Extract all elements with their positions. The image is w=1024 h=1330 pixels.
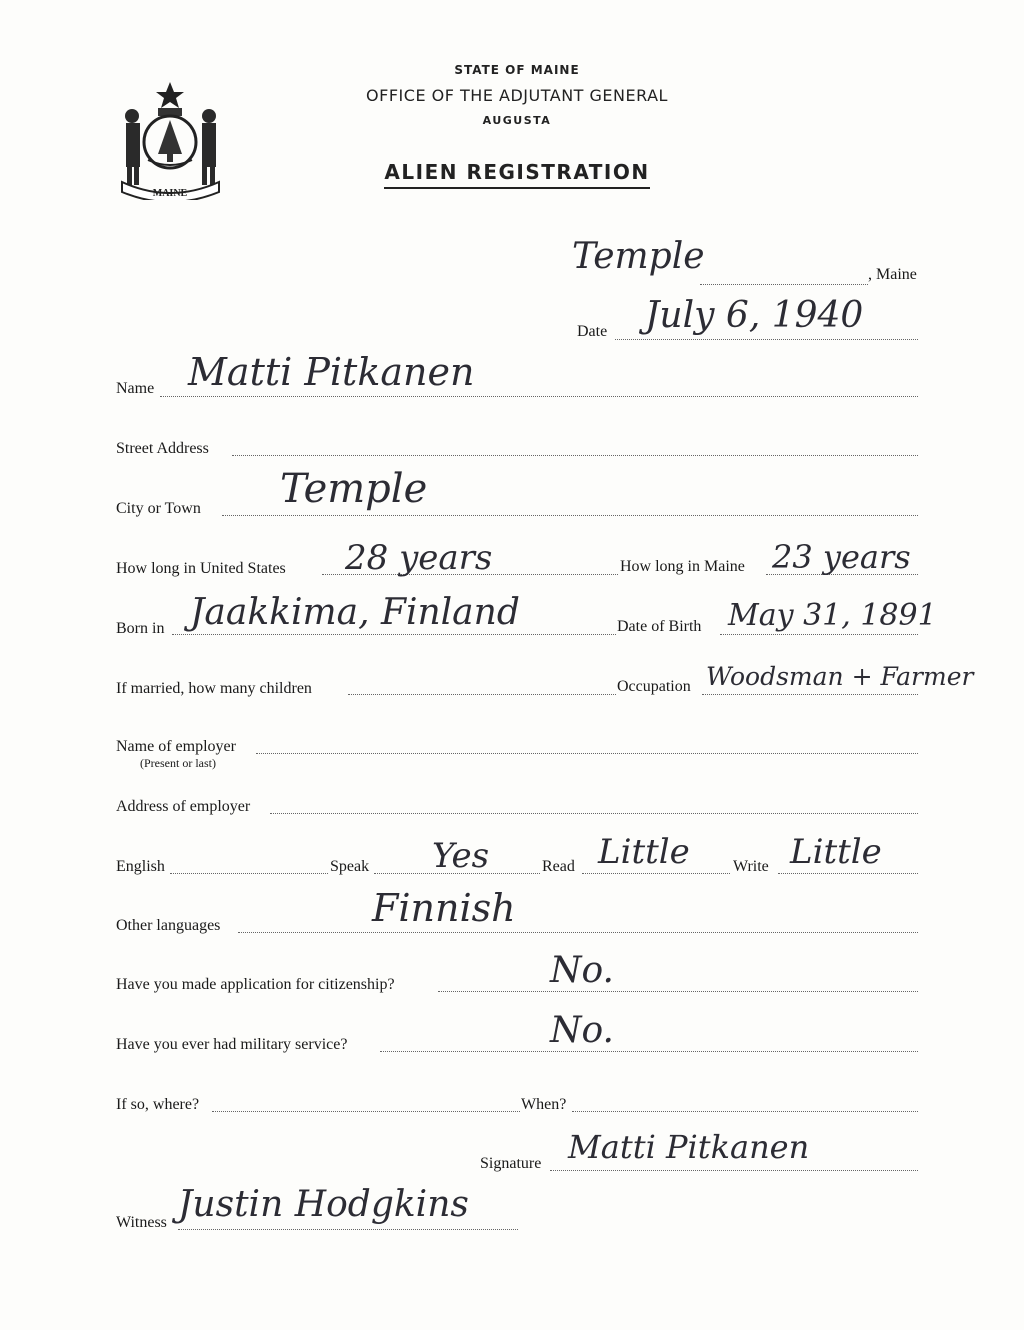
where-line	[212, 1111, 520, 1112]
maine-label: , Maine	[868, 266, 917, 283]
children-label: If married, how many children	[116, 680, 312, 697]
born-in-label: Born in	[116, 620, 165, 637]
employer-line	[256, 753, 918, 754]
date-of-birth-line	[720, 634, 918, 635]
witness-label: Witness	[116, 1214, 167, 1231]
read-line	[582, 873, 730, 874]
signature-value: Matti Pitkanen	[568, 1128, 810, 1166]
signature-line	[550, 1170, 918, 1171]
children-line	[348, 694, 616, 695]
date-value: July 6, 1940	[645, 295, 864, 336]
english-label: English	[116, 858, 165, 875]
write-value: Little	[790, 832, 882, 872]
date-line	[615, 339, 918, 340]
when-label: When?	[521, 1096, 567, 1113]
name-value: Matti Pitkanen	[188, 350, 475, 394]
date-of-birth-label: Date of Birth	[617, 618, 702, 635]
employer-address-line	[270, 813, 918, 814]
read-label: Read	[542, 858, 575, 875]
date-label: Date	[577, 323, 608, 340]
name-label: Name	[116, 380, 155, 397]
office-header: OFFICE OF THE ADJUTANT GENERAL	[366, 86, 668, 105]
speak-label: Speak	[330, 858, 370, 875]
speak-value: Yes	[432, 836, 490, 876]
occupation-line	[702, 694, 918, 695]
occupation-label: Occupation	[617, 678, 691, 695]
born-in-line	[172, 634, 616, 635]
how-long-maine-value: 23 years	[772, 538, 911, 576]
witness-value: Justin Hodgkins	[178, 1184, 469, 1225]
town-value: Temple	[572, 236, 705, 277]
city-header: AUGUSTA	[482, 114, 552, 127]
military-value: No.	[550, 1010, 614, 1051]
how-long-us-label: How long in United States	[116, 560, 286, 577]
citizenship-label: Have you made application for citizenship?	[116, 976, 395, 993]
other-languages-value: Finnish	[372, 886, 516, 930]
town-line	[700, 284, 868, 285]
write-line	[778, 873, 918, 874]
form-title	[0, 160, 1024, 184]
employer-label: Name of employer	[116, 738, 236, 755]
military-line	[380, 1051, 918, 1052]
state-header: STATE OF MAINE	[454, 63, 580, 77]
city-town-label: City or Town	[116, 500, 201, 517]
how-long-maine-label: How long in Maine	[620, 558, 745, 575]
witness-line	[178, 1229, 518, 1230]
employer-sublabel: (Present or last)	[140, 756, 216, 770]
employer-address-label: Address of employer	[116, 798, 251, 815]
citizenship-value: No.	[550, 950, 614, 991]
where-label: If so, where?	[116, 1096, 200, 1113]
write-label: Write	[733, 858, 769, 875]
read-value: Little	[598, 832, 690, 872]
seal-banner-text: MAINE	[152, 188, 188, 199]
form-title-text: ALIEN REGISTRATION	[384, 160, 649, 189]
military-label: Have you ever had military service?	[116, 1036, 348, 1053]
citizenship-line	[438, 991, 918, 992]
english-line	[170, 873, 328, 874]
street-line	[232, 455, 918, 456]
city-town-line	[222, 515, 918, 516]
how-long-us-value: 28 years	[345, 538, 493, 578]
name-line	[160, 396, 918, 397]
when-line	[572, 1111, 918, 1112]
date-of-birth-value: May 31, 1891	[728, 598, 937, 633]
street-label: Street Address	[116, 440, 209, 457]
occupation-value: Woodsman + Farmer	[706, 662, 974, 691]
born-in-value: Jaakkima, Finland	[190, 592, 520, 633]
other-languages-label: Other languages	[116, 917, 221, 934]
signature-label: Signature	[480, 1155, 542, 1172]
other-languages-line	[238, 932, 918, 933]
city-town-value: Temple	[280, 466, 428, 512]
